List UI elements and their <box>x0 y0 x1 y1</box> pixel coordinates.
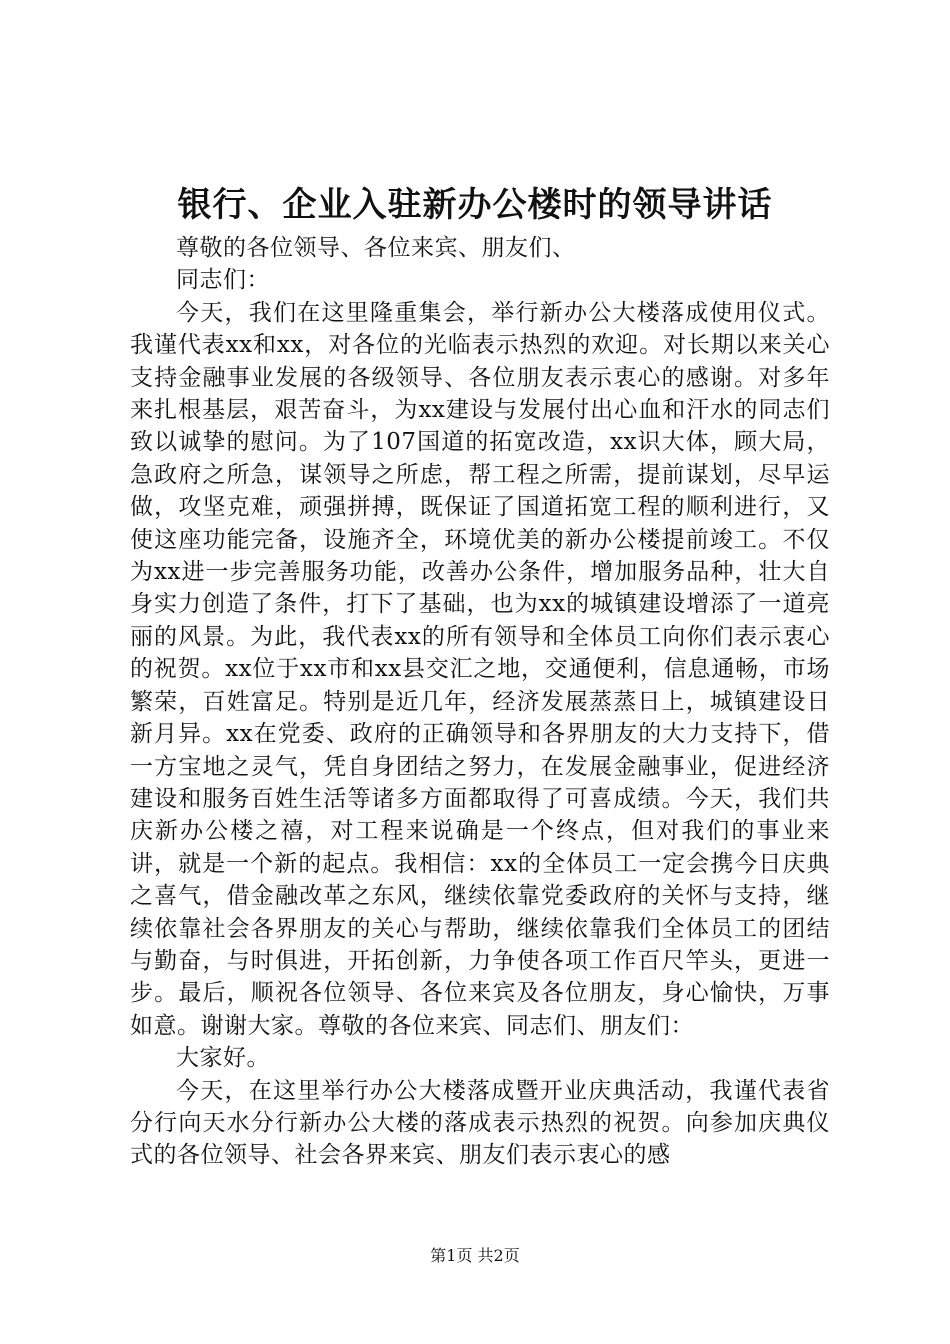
document-title: 银行、企业入驻新办公楼时的领导讲话 <box>177 185 773 225</box>
page-footer: 第1页 共2页 <box>430 1246 520 1265</box>
speech-paragraph-1: 今天，我们在这里隆重集会，举行新办公大楼落成使用仪式。我谨代表xx和xx，对各位的光临表示热烈的欢迎。对长期以来关心支持金融事业发展的各级领导、各位朋友表示衷心的感谢。对多年来扎根基层，艰苦奋斗，为xx建设与发展付出心血和汗水的同志们致以诚挚的慰问。为了107国道的拓宽改造，xx识大体，顾大局，急政府之所急，谋领导之所虑，帮工程之所需，提前谋划，尽早运做，攻坚克难，顽强拼搏，既保证了国道拓宽工程的顺利进行，又使这座功能完备，设施齐全，环境优美的新办公楼提前竣工。不仅为xx进一步完善服务功能，改善办公条件，增加服务品种，壮大自身实力创造了条件，打下了基础，也为xx的城镇建设增添了一道亮丽的风景。为此，我代表xx的所有领导和全体员工向你们表示衷心的祝贺。xx位于xx市和xx县交汇之地，交通便利，信息通畅，市场繁荣，百姓富足。特别是近几年，经济发展蒸蒸日上，城镇建设日新月异。xx在党委、政府的正确领导和各界朋友的大力支持下，借一方宝地之灵气，凭自身团结之努力，在发展金融事业，促进经济建设和服务百姓生活等诸多方面都取得了可喜成绩。今天，我们共庆新办公楼之禧，对工程来说确是一个终点，但对我们的事业来讲，就是一个新的起点。我相信：xx的全体员工一定会携今日庆典之喜气，借金融改革之东风，继续依靠党委政府的关怀与支持，继续依靠社会各界朋友的关心与帮助，继续依靠我们全体员工的团结与勤奋，与时俱进，开拓创新，力争使各项工作百尺竿头，更进一步。最后，顺祝各位领导、各位来宾及各位朋友，身心愉快，万事如意。谢谢大家。尊敬的各位来宾、同志们、朋友们： <box>130 299 830 1039</box>
speech-paragraph-2: 今天，在这里举行办公大楼落成暨开业庆典活动，我谨代表省分行向天水分行新办公大楼的落成表示热烈的祝贺。向参加庆典仪式的各位领导、社会各界来宾、朋友们表示衷心的感 <box>130 1077 830 1169</box>
salutation-line-1: 尊敬的各位领导、各位来宾、朋友们、 <box>176 235 576 261</box>
greeting-line: 大家好。 <box>176 1045 270 1072</box>
document-body <box>130 232 830 1172</box>
salutation-line-2: 同志们： <box>176 267 270 294</box>
